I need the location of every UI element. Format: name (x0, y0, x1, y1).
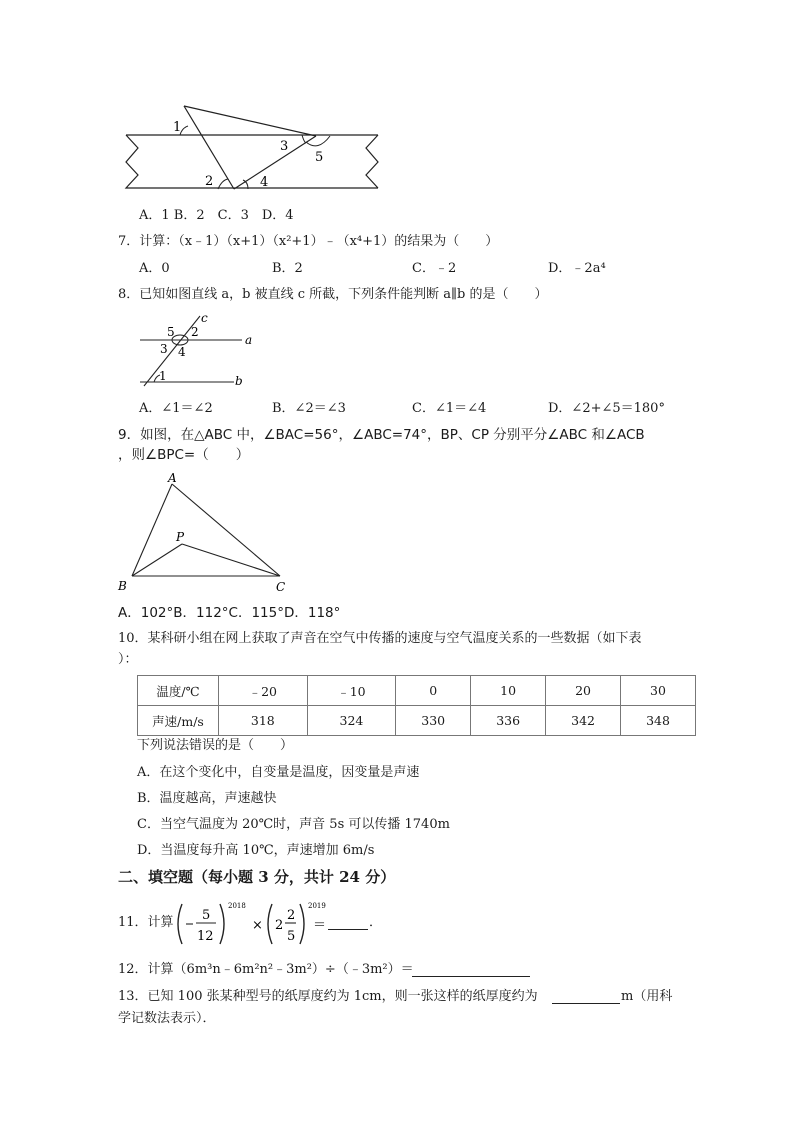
q11-times: × (252, 918, 263, 933)
q6-angle-4: 4 (260, 175, 269, 190)
q8-label-a: a (245, 333, 253, 347)
table-cell: 330 (396, 706, 471, 736)
q8-option-c: C．∠1＝∠4 (412, 401, 487, 416)
q8-angle-3: 3 (160, 342, 168, 356)
q10-option-a: A．在这个变化中，自变量是温度，因变量是声速 (137, 765, 420, 780)
q7-option-a: A．0 (139, 261, 170, 276)
q9-label-p: P (176, 530, 185, 544)
q11-neg-denominator: 12 (197, 929, 214, 944)
table-cell: 20 (546, 676, 621, 706)
q11-exponent-1: 2018 (228, 902, 246, 910)
table-cell: 324 (307, 706, 396, 736)
table-cell: ﹣10 (307, 676, 396, 706)
q11-exponent-2: 2019 (308, 902, 326, 910)
q8-option-d: D．∠2+∠5＝180° (548, 401, 665, 416)
q6-angle-2: 2 (205, 174, 214, 189)
q8-angle-2: 2 (191, 325, 199, 339)
q11-prefix: 11．计算 (118, 915, 174, 930)
q8-angle-5: 5 (167, 325, 175, 339)
q10-option-d: D．当温度每升高 10℃，声速增加 6m/s (137, 843, 375, 858)
q8-label-c: c (201, 311, 208, 325)
q10-row1-header: 温度/℃ (138, 676, 219, 706)
q12-text: 12．计算（6m³n﹣6m²n²﹣3m²）÷（﹣3m²）＝ (118, 962, 414, 977)
q10-stem-line1: 10．某科研小组在网上获取了声音在空气中传播的速度与空气温度关系的一些数据（如下表 (118, 631, 642, 646)
q12-answer-blank[interactable] (412, 962, 530, 977)
table-cell: 30 (621, 676, 696, 706)
q8-angle-1: 1 (159, 369, 167, 383)
table-cell: 336 (471, 706, 546, 736)
q6-angle-5: 5 (315, 150, 324, 165)
q8-option-b: B．∠2＝∠3 (272, 401, 346, 416)
q13-answer-blank[interactable] (552, 989, 620, 1004)
q10-stem-line2: ）： (118, 652, 138, 667)
q7-option-c: C．﹣2 (412, 261, 457, 276)
q6-angle-3: 3 (280, 139, 289, 154)
table-cell: 318 (219, 706, 308, 736)
q9-figure (116, 470, 296, 596)
table-cell: ﹣20 (219, 676, 308, 706)
q9-label-a: A (168, 471, 177, 485)
q13-line2: 学记数法表示）． (118, 1011, 216, 1026)
q9-label-b: B (118, 579, 127, 593)
q13-line1-a: 13．已知 100 张某种型号的纸厚度约为 1cm，则一张这样的纸厚度约为 (118, 989, 538, 1004)
q6-angle-1: 1 (173, 120, 182, 135)
q8-figure (138, 310, 258, 390)
q9-stem-line1: 9．如图，在△ABC 中，∠BAC=56°，∠ABC=74°，BP、CP 分别平分∠ABC 和∠ACB (118, 427, 645, 443)
q7-option-d: D．﹣2a⁴ (548, 261, 606, 276)
q10-option-b: B．温度越高，声速越快 (137, 791, 277, 806)
q9-stem-line2: ，则∠BPC=（ ） (118, 447, 250, 463)
q11-frac-denominator: 5 (287, 929, 296, 944)
q11-equals: ＝ (313, 918, 327, 933)
section-heading: 二、填空题（每小题 3 分，共计 24 分） (118, 868, 396, 886)
q13-line1-b: m（用科 (621, 989, 673, 1004)
table-row (138, 676, 696, 706)
q10-option-c: C．当空气温度为 20℃时，声音 5s 可以传播 1740m (137, 817, 450, 832)
q11-answer-blank[interactable] (328, 915, 368, 930)
q10-table (137, 675, 696, 736)
table-cell: 342 (546, 706, 621, 736)
q11-neg-numerator: 5 (202, 908, 211, 923)
q11-end: ． (369, 915, 383, 930)
q7-option-b: B．2 (272, 261, 303, 276)
q8-label-b: b (235, 374, 243, 388)
q7-stem: 7．计算：（x﹣1）（x+1）（x²+1）﹣（x⁴+1）的结果为（ ） (118, 234, 499, 249)
q10-row2-header: 声速/m/s (138, 706, 219, 736)
q8-angle-4: 4 (178, 345, 186, 359)
q8-stem: 8．已知如图直线 a，b 被直线 c 所截，下列条件能判断 a∥b 的是（ ） (118, 287, 548, 302)
table-cell: 10 (471, 676, 546, 706)
q9-label-c: C (276, 580, 286, 594)
q9-options: A．102°B．112°C．115°D．118° (118, 605, 341, 621)
q8-option-a: A．∠1＝∠2 (139, 401, 213, 416)
q6-options: A．1 B．2 C．3 D．4 (139, 208, 294, 223)
q6-figure (118, 100, 388, 192)
table-cell: 348 (621, 706, 696, 736)
q11-frac-numerator: 2 (287, 908, 296, 923)
table-cell: 0 (396, 676, 471, 706)
table-row (138, 706, 696, 736)
q11-whole: 2 (275, 918, 284, 933)
q10-question: 下列说法错误的是（ ） (137, 738, 294, 753)
